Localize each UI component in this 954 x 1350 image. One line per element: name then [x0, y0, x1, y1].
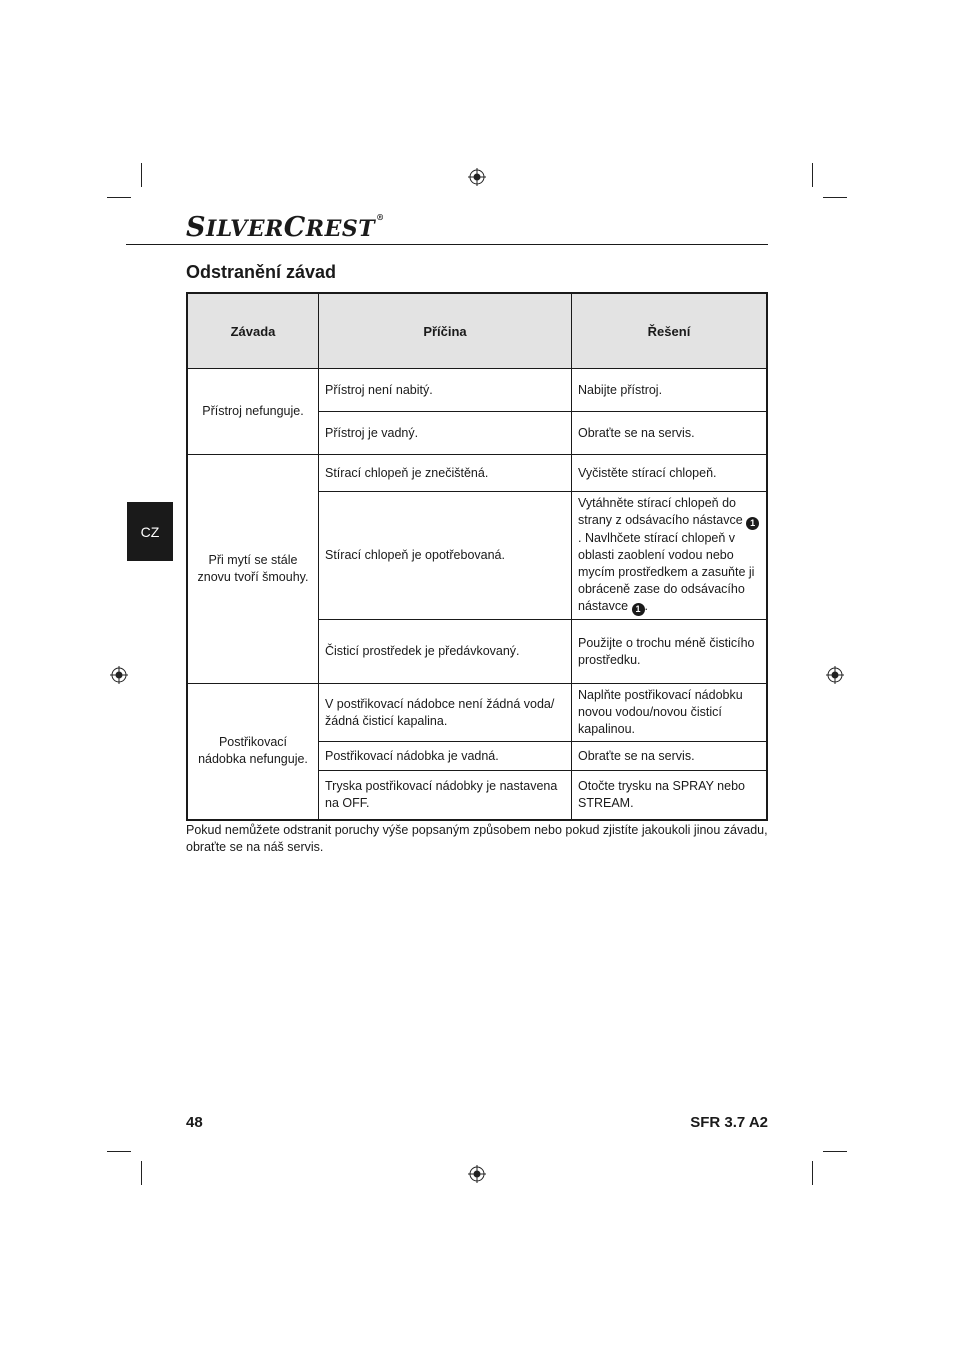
registration-mark-icon	[110, 666, 128, 684]
fault-cell: Postřikovací nádobka nefunguje.	[187, 684, 319, 820]
table-row	[187, 684, 767, 742]
cause-cell: Přístroj není nabitý.	[319, 369, 572, 412]
solution-cell: Použijte o trochu méně čisticího prostředku.	[572, 620, 768, 684]
registration-mark-icon	[468, 1165, 486, 1183]
cause-cell: Přístroj je vadný.	[319, 412, 572, 455]
crop-mark	[823, 197, 847, 198]
solution-text: .	[644, 599, 648, 613]
column-header-fault: Závada	[187, 293, 319, 369]
model-number: SFR 3.7 A2	[690, 1114, 768, 1131]
fault-cell: Při mytí se stále znovu tvoří šmouhy.	[187, 455, 319, 684]
solution-text: Vytáhněte stírací chlopeň do strany z odsávacího nástavce	[578, 496, 743, 527]
solution-cell: Obraťte se na servis.	[572, 412, 768, 455]
solution-cell: Obraťte se na servis.	[572, 742, 768, 771]
crop-mark	[812, 1161, 813, 1185]
item-number-badge: 1	[746, 517, 759, 530]
page-number: 48	[186, 1114, 203, 1131]
cause-cell: Postřikovací nádobka je vadná.	[319, 742, 572, 771]
crop-mark	[141, 163, 142, 187]
solution-text: . Navlhčete stírací chlopeň v oblasti zaoblení vodou nebo mycím prostředkem a zasuňte ji obráceně zase do odsávacího nástavce	[578, 531, 755, 613]
crop-mark	[141, 1161, 142, 1185]
troubleshooting-table	[186, 292, 768, 821]
crop-mark	[812, 163, 813, 187]
column-header-solution: Řešení	[572, 293, 768, 369]
cause-cell: V postřikovací nádobce není žádná voda/ žádná čisticí kapalina.	[319, 684, 572, 742]
solution-cell: Naplňte postřikovací nádobku novou vodou/novou čisticí kapalinou.	[572, 684, 768, 742]
table-row	[187, 455, 767, 492]
fault-cell: Přístroj nefunguje.	[187, 369, 319, 455]
solution-cell: Nabijte přístroj.	[572, 369, 768, 412]
solution-cell	[572, 492, 768, 620]
cause-cell: Stírací chlopeň je opotřebovaná.	[319, 492, 572, 620]
page-title: Odstranění závad	[186, 262, 337, 282]
crop-mark	[107, 1151, 131, 1152]
item-number-badge: 1	[632, 603, 645, 616]
registration-mark-icon	[468, 168, 486, 186]
crop-mark	[107, 197, 131, 198]
column-header-cause: Příčina	[319, 293, 572, 369]
registration-mark-icon	[826, 666, 844, 684]
header-rule	[126, 244, 768, 245]
language-tab: CZ	[127, 502, 173, 561]
cause-cell: Stírací chlopeň je znečištěná.	[319, 455, 572, 492]
footnote: Pokud nemůžete odstranit poruchy výše popsaným způsobem nebo pokud zjistíte jakoukoli jinou závadu, obraťte se na náš servis.	[186, 823, 768, 854]
solution-cell: Vyčistěte stírací chlopeň.	[572, 455, 768, 492]
crop-mark	[823, 1151, 847, 1152]
brand-logo: SILVERCREST®	[186, 212, 385, 243]
solution-cell: Otočte trysku na SPRAY nebo STREAM.	[572, 771, 768, 820]
cause-cell: Tryska postřikovací nádobky je nastavena na OFF.	[319, 771, 572, 820]
table-header-row	[187, 293, 767, 369]
cause-cell: Čisticí prostředek je předávkovaný.	[319, 620, 572, 684]
table-row	[187, 369, 767, 412]
